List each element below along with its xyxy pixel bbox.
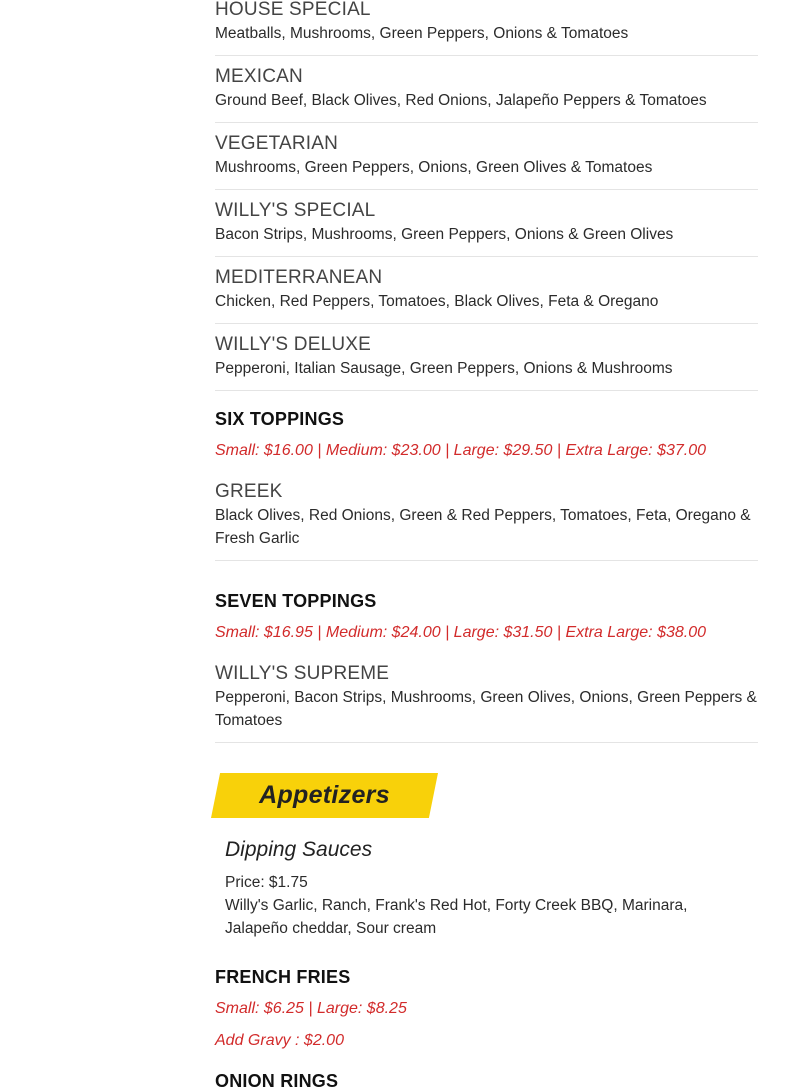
menu-item-house-special: [215, 0, 758, 56]
menu-item-willys-supreme: [215, 663, 758, 743]
item-description: Chicken, Red Peppers, Tomatoes, Black Olives, Feta & Oregano: [215, 293, 659, 310]
french-fries-title: FRENCH FRIES: [215, 967, 351, 987]
item-name: VEGETARIAN: [215, 133, 339, 154]
menu-item-mexican: [215, 66, 758, 123]
category-six-toppings: [215, 408, 758, 561]
dipping-sauces-title: Dipping Sauces: [225, 838, 373, 861]
category-price: Small: $16.95 | Medium: $24.00 | Large: $31.50 | Extra Large: $38.00: [215, 624, 706, 641]
item-name: WILLY'S DELUXE: [215, 334, 372, 355]
dipping-sauces-price: Price: $1.75: [225, 874, 308, 891]
menu-item-willys-deluxe: [215, 334, 758, 391]
dipping-sauces-description: Willy's Garlic, Ranch, Frank's Red Hot, Forty Creek BBQ, Marinara, Jalapeño cheddar, Sour cream: [225, 897, 688, 937]
appetizers-section-banner: [211, 773, 438, 818]
item-description: Ground Beef, Black Olives, Red Onions, Jalapeño Peppers & Tomatoes: [215, 92, 707, 109]
section-title: Appetizers: [259, 781, 390, 809]
item-description: Mushrooms, Green Peppers, Onions, Green Olives & Tomatoes: [215, 159, 653, 176]
item-description: Pepperoni, Bacon Strips, Mushrooms, Green Olives, Onions, Green Peppers & Tomatoes: [215, 689, 757, 729]
appetizer-list: [215, 966, 758, 1092]
menu-item-mediterranean: [215, 267, 758, 324]
category-price: Small: $16.00 | Medium: $23.00 | Large: $29.50 | Extra Large: $37.00: [215, 442, 706, 459]
menu-item-vegetarian: [215, 133, 758, 190]
item-description: Bacon Strips, Mushrooms, Green Peppers, Onions & Green Olives: [215, 226, 674, 243]
onion-rings-title: ONION RINGS: [215, 1071, 339, 1091]
item-name: MEXICAN: [215, 66, 303, 87]
item-name: MEDITERRANEAN: [215, 267, 383, 288]
item-name: WILLY'S SUPREME: [215, 663, 390, 684]
category-seven-toppings: [215, 590, 758, 743]
item-name: HOUSE SPECIAL: [215, 0, 371, 20]
menu-item-willys-special: [215, 200, 758, 257]
category-title: SEVEN TOPPINGS: [215, 591, 377, 611]
menu-item-greek: [215, 481, 758, 561]
french-fries-extra: Add Gravy : $2.00: [215, 1032, 344, 1049]
item-description: Black Olives, Red Onions, Green & Red Peppers, Tomatoes, Feta, Oregano & Fresh Garlic: [215, 507, 751, 547]
category-title: SIX TOPPINGS: [215, 409, 345, 429]
item-name: WILLY'S SPECIAL: [215, 200, 376, 221]
item-name: GREEK: [215, 481, 283, 502]
item-description: Meatballs, Mushrooms, Green Peppers, Onions & Tomatoes: [215, 25, 629, 42]
item-description: Pepperoni, Italian Sausage, Green Peppers, Onions & Mushrooms: [215, 360, 673, 377]
dipping-sauces-block: [225, 836, 745, 940]
menu-content: [215, 0, 758, 753]
french-fries-price: Small: $6.25 | Large: $8.25: [215, 1000, 407, 1017]
